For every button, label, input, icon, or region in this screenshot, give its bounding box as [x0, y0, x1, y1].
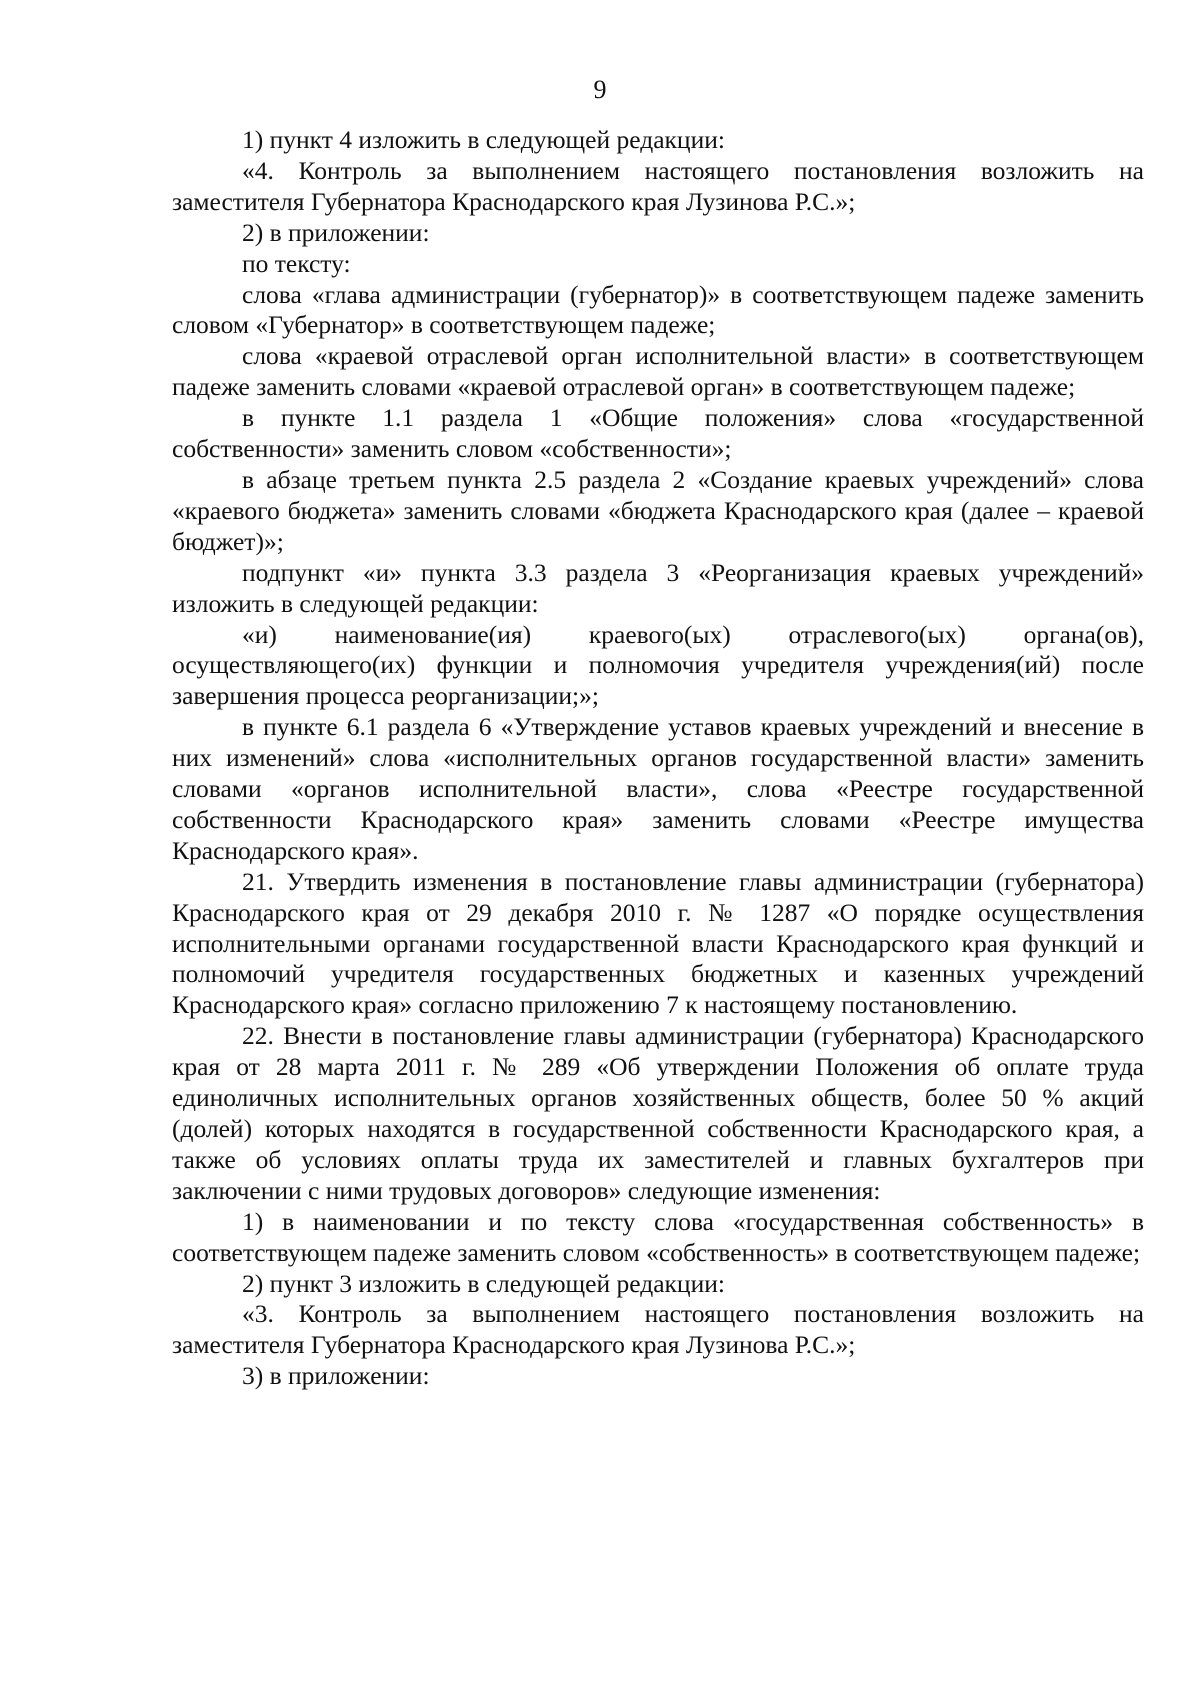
- paragraph: «и) наименование(ия) краевого(ых) отраслевого(ых) органа(ов), осуществляющего(их) функции и полномочия учредителя учреждения(ий) после завершения процесса реорганизации;»;: [172, 619, 1144, 711]
- paragraph: в пункте 1.1 раздела 1 «Общие положения» слова «государственной собственности» заменить словом «собственности»;: [172, 403, 1144, 464]
- paragraph: в абзаце третьем пункта 2.5 раздела 2 «Создание краевых учреждений» слова «краевого бюджета» заменить словами «бюджета Краснодарского края (далее – краевой бюджет)»;: [172, 464, 1144, 556]
- paragraph: «3. Контроль за выполнением настоящего постановления возложить на заместителя Губернатора Краснодарского края Лузинова Р.С.»;: [172, 1299, 1144, 1360]
- paragraph: 1) в наименовании и по тексту слова «государственная собственность» в соответствующем падеже заменить словом «собственность» в соответствующем падеже;: [172, 1206, 1144, 1267]
- paragraph: 3) в приложении:: [242, 1361, 430, 1391]
- paragraph: 22. Внести в постановление главы администрации (губернатора) Краснодарского края от 28 марта 2011 г. № 289 «Об утверждении Положения об оплате труда единоличных исполнительных органов хозяйственных обществ, более 50 % акций (долей) которых находятся в государственной собственности Краснодарского края, а также об условиях оплаты труда их заместителей и главных бухгалтеров при заключении с ними трудовых договоров» следующие изменения:: [172, 1021, 1144, 1205]
- paragraph: подпункт «и» пункта 3.3 раздела 3 «Реорганизация краевых учреждений» изложить в следующей редакции:: [172, 557, 1144, 618]
- paragraph: 2) в приложении:: [242, 217, 430, 247]
- paragraph: «4. Контроль за выполнением настоящего постановления возложить на заместителя Губернатора Краснодарского края Лузинова Р.С.»;: [172, 155, 1144, 216]
- paragraph: слова «краевой отраслевой орган исполнительной власти» в соответствующем падеже заменить словами «краевой отраслевой орган» в соответствующем падеже;: [172, 341, 1144, 402]
- paragraph: по тексту:: [242, 248, 351, 278]
- paragraph: 2) пункт 3 изложить в следующей редакции:: [242, 1268, 725, 1298]
- page-number: 9: [593, 75, 607, 104]
- paragraph: 21. Утвердить изменения в постановление главы администрации (губернатора) Краснодарского края от 29 декабря 2010 г. № 1287 «О порядке осуществления исполнительными органами государственной власти Краснодарского края функций и полномочий учредителя государственных бюджетных и казенных учреждений Краснодарского края» согласно приложению 7 к настоящему постановлению.: [172, 866, 1144, 1020]
- paragraph: слова «глава администрации (губернатор)» в соответствующем падеже заменить словом «Губернатор» в соответствующем падеже;: [172, 279, 1144, 340]
- paragraph: 1) пункт 4 изложить в следующей редакции:: [242, 125, 725, 154]
- document-body: [172, 125, 1144, 1392]
- paragraph: в пункте 6.1 раздела 6 «Утверждение уставов краевых учреждений и внесение в них изменений» слова «исполнительных органов государственной власти» заменить словами «органов исполнительной власти», слова «Реестре государственной собственности Краснодарского края» заменить словами «Реестре имущества Краснодарского края».: [172, 712, 1144, 865]
